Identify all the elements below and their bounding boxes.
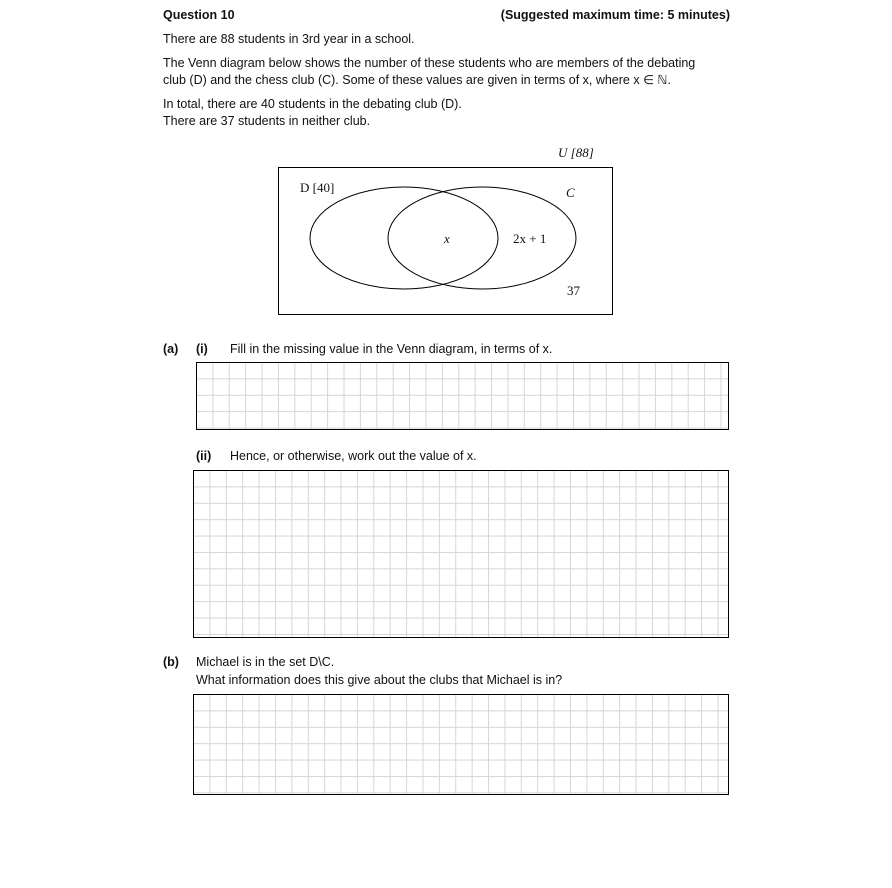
part-a-ii-question: Hence, or otherwise, work out the value of x. [230,449,477,463]
intro-paragraph-2-line-1: The Venn diagram below shows the number of these students who are members of the debating [163,56,696,70]
venn-diagram [0,0,892,330]
answer-box-a-ii[interactable] [193,470,729,638]
set-d-ellipse [310,187,498,289]
intro-paragraph-3-line-1: In total, there are 40 students in the debating club (D). [163,97,462,111]
part-b-label: (b) [163,655,179,669]
part-b-line-1: Michael is in the set D\C. [196,655,335,669]
set-c-ellipse [388,187,576,289]
intro-paragraph-3-line-2: There are 37 students in neither club. [163,114,371,128]
part-a-label: (a) [163,342,179,356]
c-only-value: 2x + 1 [513,231,547,246]
suggested-time: (Suggested maximum time: 5 minutes) [500,8,730,22]
universal-set-label: U [88] [558,145,594,160]
part-a-ii-label: (ii) [196,449,212,463]
intersection-value: x [444,231,450,246]
intro-line-1: There are 88 students in 3rd year in a school. [163,32,415,46]
answer-box-b[interactable] [193,694,729,795]
answer-box-a-i[interactable] [196,362,729,430]
part-a-i-label: (i) [196,342,208,356]
set-c-label: C [566,185,575,200]
outside-value: 37 [567,283,580,298]
part-b-line-2: What information does this give about the clubs that Michael is in? [196,673,563,687]
part-a-i-question: Fill in the missing value in the Venn diagram, in terms of x. [230,342,553,356]
question-title: Question 10 [163,8,235,22]
set-d-label: D [40] [300,180,335,195]
intro-paragraph-2-line-2: club (D) and the chess club (C). Some of these values are given in terms of x, where x ∈ ℕ. [163,73,671,87]
